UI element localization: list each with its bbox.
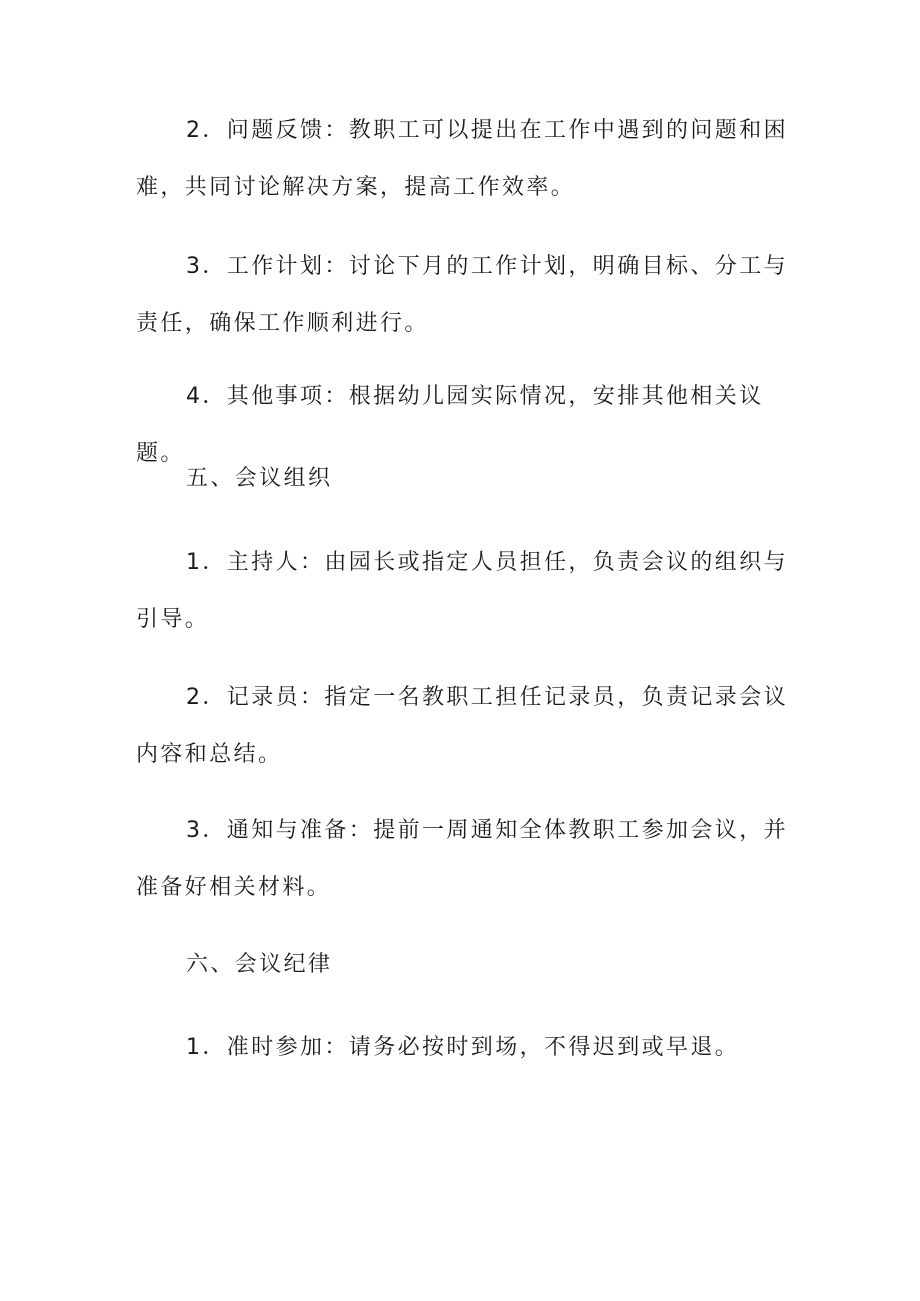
- paragraph-work-plan: 3．工作计划：讨论下月的工作计划，明确目标、分工与责任，确保工作顺利进行。: [136, 254, 788, 336]
- paragraph-other-matters: 4．其他事项：根据幼儿园实际情况，安排其他相关议题。: [136, 384, 764, 466]
- section-heading-meeting-organization: 五、会议组织: [186, 466, 333, 491]
- paragraph-host: 1．主持人：由园长或指定人员担任，负责会议的组织与引导。: [136, 550, 788, 632]
- section-heading-meeting-discipline: 六、会议纪律: [186, 952, 333, 977]
- paragraph-notice-preparation: 3．通知与准备：提前一周通知全体教职工参加会议，并准备好相关材料。: [136, 818, 788, 900]
- paragraph-problem-feedback: 2．问题反馈：教职工可以提出在工作中遇到的问题和困难，共同讨论解决方案，提高工作效率。: [136, 118, 788, 200]
- paragraph-recorder: 2．记录员：指定一名教职工担任记录员，负责记录会议内容和总结。: [136, 685, 788, 767]
- paragraph-punctual-attendance: 1．准时参加：请务必按时到场，不得迟到或早退。: [186, 1035, 740, 1060]
